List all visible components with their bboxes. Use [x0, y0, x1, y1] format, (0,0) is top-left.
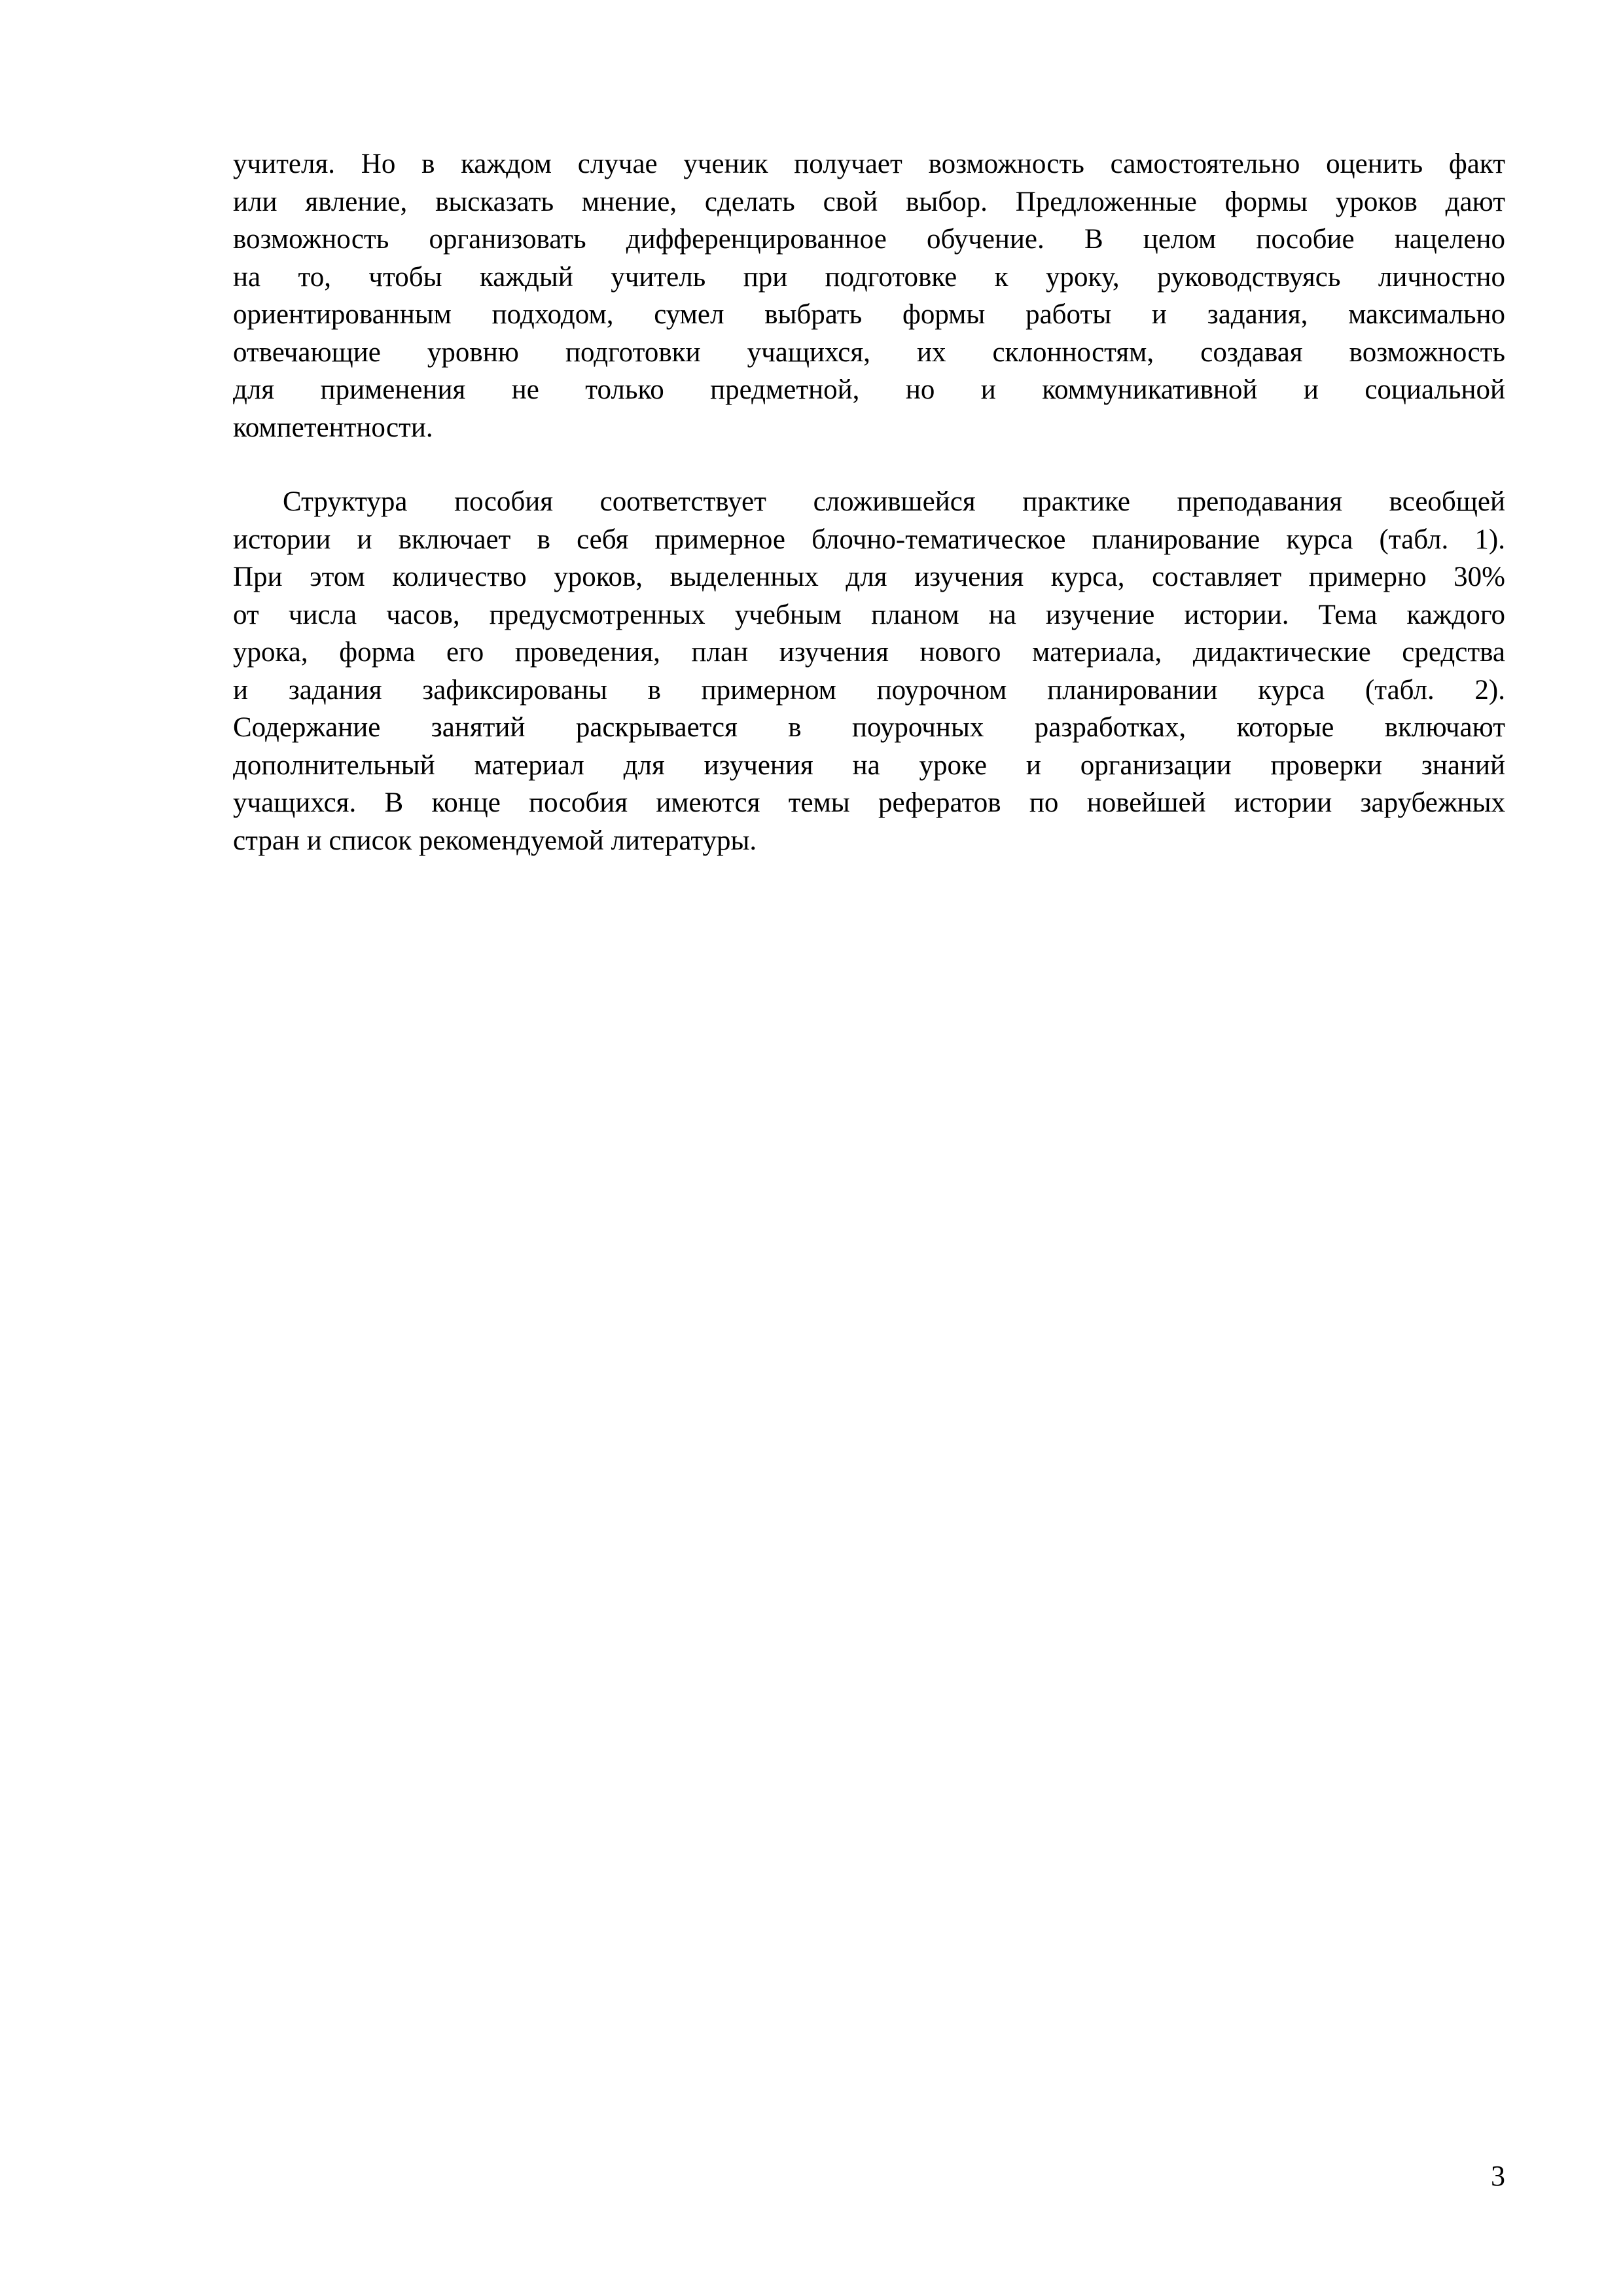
text-line: на то, чтобы каждый учитель при подготовке к уроку, руководствуясь личностно [233, 261, 1505, 293]
text-line: стран и список рекомендуемой литературы. [233, 825, 757, 856]
text-line: Структура пособия соответствует сложившейся практике преподавания всеобщей [283, 486, 1505, 517]
text-line: компетентности. [233, 412, 433, 443]
paragraph-1 [233, 145, 1505, 446]
paragraph-2 [233, 483, 1505, 859]
page-number: 3 [1491, 2160, 1505, 2192]
text-line: дополнительный материал для изучения на уроке и организации проверки знаний [233, 749, 1505, 781]
text-line: отвечающие уровню подготовки учащихся, их склонностям, создавая возможность [233, 336, 1505, 368]
text-line: и задания зафиксированы в примерном поурочном планировании курса (табл. 2). [233, 674, 1505, 706]
text-line: ориентированным подходом, сумел выбрать формы работы и задания, максимально [233, 299, 1505, 330]
text-line: для применения не только предметной, но и коммуникативной и социальной [233, 374, 1505, 405]
text-line: или явление, высказать мнение, сделать свой выбор. Предложенные формы уроков дают [233, 186, 1505, 217]
text-line: учителя. Но в каждом случае ученик получает возможность самостоятельно оценить факт [233, 149, 1505, 179]
paragraph-spacer [233, 446, 1505, 483]
text-line: возможность организовать дифференцированное обучение. В целом пособие нацелено [233, 224, 1505, 255]
text-line: урока, форма его проведения, план изучения нового материала, дидактические средства [233, 637, 1505, 668]
text-line: Содержание занятий раскрывается в поурочных разработках, которые включают [233, 712, 1505, 743]
text-line: учащихся. В конце пособия имеются темы рефератов по новейшей истории зарубежных [233, 787, 1505, 818]
text-line: При этом количество уроков, выделенных для изучения курса, составляет примерно 30% [233, 562, 1505, 592]
text-line: истории и включает в себя примерное блочно-тематическое планирование курса (табл. 1). [233, 524, 1505, 555]
text-line: от числа часов, предусмотренных учебным планом на изучение истории. Тема каждого [233, 599, 1505, 630]
body-text [233, 145, 1505, 859]
